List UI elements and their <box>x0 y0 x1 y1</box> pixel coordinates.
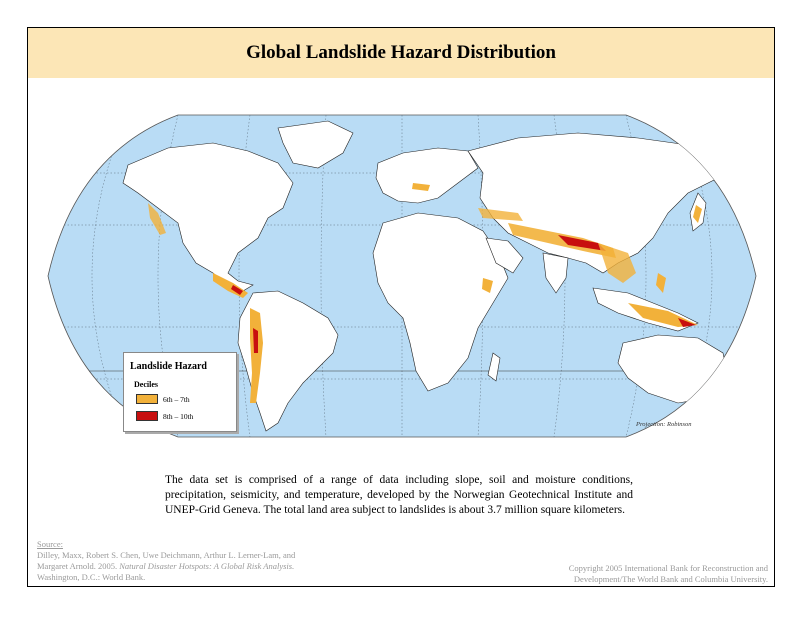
description <box>165 473 633 518</box>
source-citation-title: Natural Disaster Hotspots: A Global Risk Analysis. <box>119 561 295 571</box>
title-bar <box>28 28 774 78</box>
map-frame <box>27 27 775 587</box>
legend-item <box>136 394 190 404</box>
legend-subtitle: Deciles <box>134 380 158 389</box>
legend-swatch-high <box>136 411 158 421</box>
legend-item <box>136 411 193 421</box>
copyright: Copyright 2005 International Bank for Reconstruction and Development/The World Bank and Columbia University. <box>568 563 768 584</box>
map-title: Global Landslide Hazard Distribution <box>246 42 556 63</box>
source-citation <box>37 539 307 583</box>
legend-title: Landslide Hazard <box>130 361 207 372</box>
source-label: Source: <box>37 539 63 549</box>
new-zealand <box>732 398 743 418</box>
projection-note: Projection: Robinson <box>636 421 692 428</box>
legend-swatch-mid <box>136 394 158 404</box>
description-text: The data set is comprised of a range of data including slope, soil and moisture conditions, precipitation, seismicity, and temperature, developed by the Norwegian Geotechnical Institute and UNEP-Grid Geneva. The total land area subject to landslides is about 3.7 million square kilometers. <box>165 474 633 516</box>
legend-item-label: 6th – 7th <box>163 394 190 404</box>
source-citation-publisher: Washington, D.C.: World Bank. <box>37 572 146 582</box>
legend-item-label: 8th – 10th <box>163 411 194 421</box>
legend <box>123 352 237 432</box>
source-citation-text: Dilley, Maxx, Robert S. Chen, Uwe Deichmann, Arthur L. Lerner-Lam, and Margaret Arnold. 2005. <box>37 550 296 571</box>
